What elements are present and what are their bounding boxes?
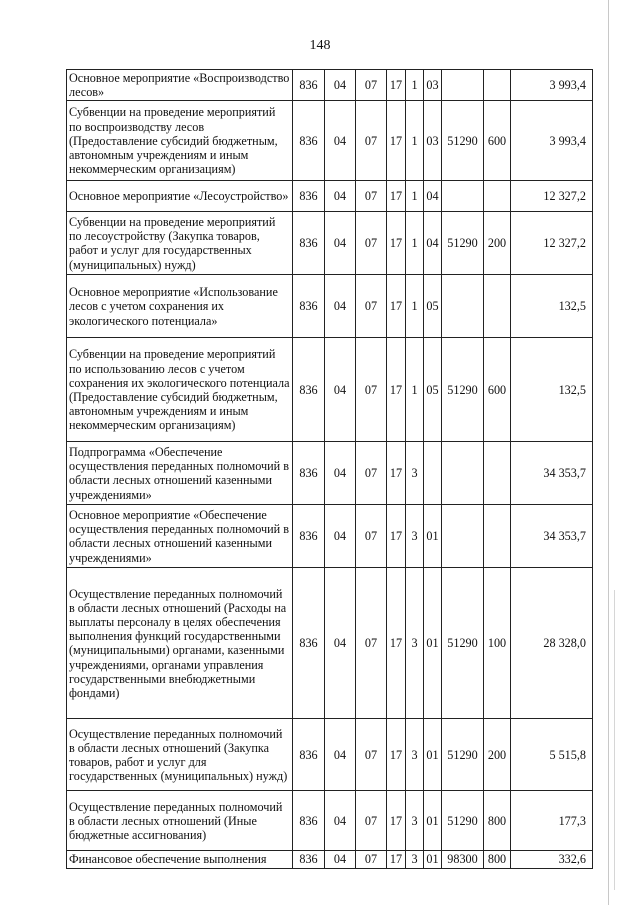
- cell-subprogram-code: 1: [406, 212, 424, 275]
- table-row: [67, 568, 593, 719]
- cell-subprogram-code: 1: [406, 338, 424, 442]
- cell-amount: 132,5: [511, 338, 593, 442]
- cell-subprogram-code: 3: [406, 851, 424, 868]
- table-row: [67, 442, 593, 505]
- cell-program-code: 17: [387, 275, 406, 338]
- cell-subsection-code: 07: [356, 181, 387, 212]
- cell-chapter-code: 836: [293, 719, 325, 791]
- cell-item-name: Основное мероприятие «Лесоустройство»: [67, 181, 293, 212]
- cell-program-code: 17: [387, 505, 406, 568]
- cell-item-name: Подпрограмма «Обеспечение осуществления переданных полномочий в области лесных отношений казенными учреждениями»: [67, 442, 293, 505]
- cell-subprogram-code: 3: [406, 568, 424, 719]
- cell-direction-code: [442, 70, 484, 101]
- table-row: [67, 70, 593, 101]
- cell-section-code: 04: [325, 101, 356, 181]
- cell-section-code: 04: [325, 851, 356, 868]
- cell-chapter-code: 836: [293, 851, 325, 868]
- cell-chapter-code: 836: [293, 338, 325, 442]
- cell-amount: 34 353,7: [511, 442, 593, 505]
- cell-subprogram-code: 1: [406, 70, 424, 101]
- cell-section-code: 04: [325, 338, 356, 442]
- cell-subsection-code: 07: [356, 505, 387, 568]
- cell-item-name: Основное мероприятие «Использование лесов с учетом сохранения их экологического потенциала»: [67, 275, 293, 338]
- cell-section-code: 04: [325, 505, 356, 568]
- cell-amount: 332,6: [511, 851, 593, 868]
- cell-item-name: Финансовое обеспечение выполнения: [67, 851, 293, 868]
- cell-chapter-code: 836: [293, 442, 325, 505]
- cell-subsection-code: 07: [356, 442, 387, 505]
- cell-chapter-code: 836: [293, 212, 325, 275]
- cell-expense-type-code: 200: [484, 212, 511, 275]
- cell-item-name: Основное мероприятие «Обеспечение осуществления переданных полномочий в области лесных отношений казенными учреждениями»: [67, 505, 293, 568]
- table-row: [67, 275, 593, 338]
- cell-amount: 3 993,4: [511, 101, 593, 181]
- cell-program-code: 17: [387, 181, 406, 212]
- cell-expense-type-code: 200: [484, 719, 511, 791]
- cell-subsection-code: 07: [356, 275, 387, 338]
- cell-item-name: Осуществление переданных полномочий в области лесных отношений (Иные бюджетные ассигнования): [67, 791, 293, 851]
- table-row: [67, 212, 593, 275]
- cell-subprogram-code: 3: [406, 442, 424, 505]
- table-row: [67, 505, 593, 568]
- cell-subprogram-code: 1: [406, 101, 424, 181]
- cell-direction-code: 51290: [442, 719, 484, 791]
- cell-expense-type-code: [484, 275, 511, 338]
- cell-program-code: 17: [387, 442, 406, 505]
- cell-amount: 132,5: [511, 275, 593, 338]
- budget-table: [66, 69, 593, 869]
- cell-amount: 3 993,4: [511, 70, 593, 101]
- cell-item-name: Субвенции на проведение мероприятий по воспроизводству лесов (Предоставление субсидий бюджетным, автономным учреждениям и иным некоммерческим организациям): [67, 101, 293, 181]
- cell-section-code: 04: [325, 719, 356, 791]
- cell-event-code: [424, 442, 442, 505]
- cell-expense-type-code: 100: [484, 568, 511, 719]
- cell-section-code: 04: [325, 212, 356, 275]
- cell-direction-code: 51290: [442, 791, 484, 851]
- cell-event-code: 03: [424, 101, 442, 181]
- cell-amount: 12 327,2: [511, 181, 593, 212]
- cell-event-code: 01: [424, 791, 442, 851]
- cell-expense-type-code: [484, 181, 511, 212]
- cell-expense-type-code: 800: [484, 791, 511, 851]
- cell-expense-type-code: 800: [484, 851, 511, 868]
- cell-event-code: 01: [424, 505, 442, 568]
- cell-subsection-code: 07: [356, 101, 387, 181]
- cell-event-code: 01: [424, 719, 442, 791]
- cell-subsection-code: 07: [356, 212, 387, 275]
- cell-program-code: 17: [387, 70, 406, 101]
- table-row: [67, 791, 593, 851]
- cell-expense-type-code: [484, 70, 511, 101]
- cell-program-code: 17: [387, 791, 406, 851]
- cell-amount: 12 327,2: [511, 212, 593, 275]
- cell-subsection-code: 07: [356, 70, 387, 101]
- table-row: [67, 338, 593, 442]
- cell-item-name: Осуществление переданных полномочий в области лесных отношений (Расходы на выплаты персоналу в целях обеспечения выполнения функций государственными (муниципальными) органами, казенными учреждениями, органами управления государственными внебюджетными фондами): [67, 568, 293, 719]
- cell-section-code: 04: [325, 70, 356, 101]
- cell-chapter-code: 836: [293, 505, 325, 568]
- cell-subsection-code: 07: [356, 719, 387, 791]
- cell-item-name: Основное мероприятие «Воспроизводство лесов»: [67, 70, 293, 101]
- cell-subprogram-code: 1: [406, 275, 424, 338]
- cell-direction-code: 51290: [442, 101, 484, 181]
- cell-section-code: 04: [325, 181, 356, 212]
- cell-expense-type-code: [484, 505, 511, 568]
- cell-direction-code: [442, 442, 484, 505]
- cell-subsection-code: 07: [356, 791, 387, 851]
- cell-program-code: 17: [387, 851, 406, 868]
- cell-amount: 5 515,8: [511, 719, 593, 791]
- cell-program-code: 17: [387, 719, 406, 791]
- cell-chapter-code: 836: [293, 181, 325, 212]
- cell-amount: 177,3: [511, 791, 593, 851]
- cell-direction-code: 98300: [442, 851, 484, 868]
- margin-line-secondary: [614, 590, 615, 890]
- cell-subprogram-code: 1: [406, 181, 424, 212]
- cell-event-code: 03: [424, 70, 442, 101]
- cell-section-code: 04: [325, 791, 356, 851]
- cell-direction-code: [442, 275, 484, 338]
- cell-chapter-code: 836: [293, 791, 325, 851]
- cell-chapter-code: 836: [293, 101, 325, 181]
- cell-expense-type-code: [484, 442, 511, 505]
- cell-subsection-code: 07: [356, 568, 387, 719]
- cell-item-name: Осуществление переданных полномочий в области лесных отношений (Закупка товаров, работ и услуг для государственных (муниципальных) нужд): [67, 719, 293, 791]
- cell-event-code: 05: [424, 275, 442, 338]
- cell-program-code: 17: [387, 568, 406, 719]
- margin-line: [608, 0, 609, 905]
- cell-direction-code: 51290: [442, 212, 484, 275]
- cell-event-code: 04: [424, 212, 442, 275]
- cell-event-code: 01: [424, 851, 442, 868]
- table-row: [67, 851, 593, 868]
- cell-program-code: 17: [387, 212, 406, 275]
- cell-subsection-code: 07: [356, 338, 387, 442]
- cell-section-code: 04: [325, 275, 356, 338]
- table-body: [67, 70, 593, 869]
- cell-event-code: 04: [424, 181, 442, 212]
- cell-item-name: Субвенции на проведение мероприятий по лесоустройству (Закупка товаров, работ и услуг для государственных (муниципальных) нужд): [67, 212, 293, 275]
- cell-chapter-code: 836: [293, 70, 325, 101]
- table-row: [67, 181, 593, 212]
- cell-direction-code: [442, 505, 484, 568]
- cell-amount: 34 353,7: [511, 505, 593, 568]
- cell-direction-code: 51290: [442, 568, 484, 719]
- cell-program-code: 17: [387, 101, 406, 181]
- cell-chapter-code: 836: [293, 275, 325, 338]
- cell-chapter-code: 836: [293, 568, 325, 719]
- table-row: [67, 101, 593, 181]
- cell-direction-code: 51290: [442, 338, 484, 442]
- page-number: 148: [309, 38, 331, 53]
- cell-subprogram-code: 3: [406, 505, 424, 568]
- cell-direction-code: [442, 181, 484, 212]
- cell-subprogram-code: 3: [406, 791, 424, 851]
- table-row: [67, 719, 593, 791]
- cell-section-code: 04: [325, 442, 356, 505]
- cell-subprogram-code: 3: [406, 719, 424, 791]
- cell-subsection-code: 07: [356, 851, 387, 868]
- cell-section-code: 04: [325, 568, 356, 719]
- cell-expense-type-code: 600: [484, 101, 511, 181]
- cell-expense-type-code: 600: [484, 338, 511, 442]
- cell-event-code: 01: [424, 568, 442, 719]
- cell-item-name: Субвенции на проведение мероприятий по использованию лесов с учетом сохранения их экологического потенциала (Предоставление субсидий бюджетным, автономным учреждениям и иным некоммерческим организациям): [67, 338, 293, 442]
- cell-program-code: 17: [387, 338, 406, 442]
- cell-event-code: 05: [424, 338, 442, 442]
- cell-amount: 28 328,0: [511, 568, 593, 719]
